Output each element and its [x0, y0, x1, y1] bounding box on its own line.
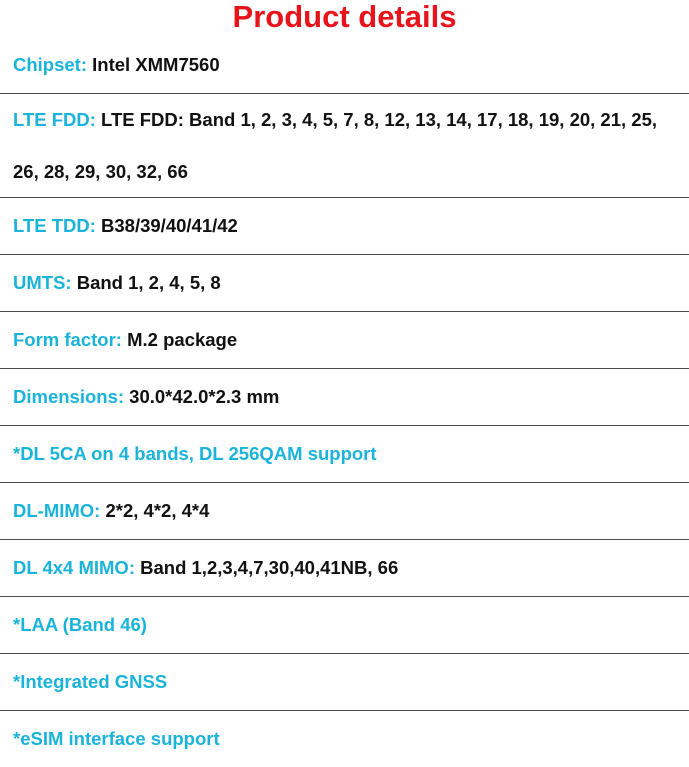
spec-value: 2*2, 4*2, 4*4 [100, 500, 210, 521]
page-title: Product details [232, 0, 457, 34]
spec-label: *Integrated GNSS [13, 671, 168, 692]
spec-value: Intel XMM7560 [87, 53, 220, 75]
spec-row-gnss [0, 653, 689, 710]
spec-row-dl-4x4-mimo [0, 539, 689, 596]
spec-label: *LAA (Band 46) [13, 614, 147, 635]
spec-row-lte-fdd [0, 93, 689, 197]
spec-row-laa [0, 596, 689, 653]
spec-row-dl-5ca [0, 425, 689, 482]
spec-value: M.2 package [121, 329, 238, 350]
spec-value: 30.0*42.0*2.3 mm [124, 386, 280, 407]
spec-row-dl-mimo [0, 482, 689, 539]
spec-value: B38/39/40/41/42 [95, 215, 238, 236]
spec-label: LTE FDD: [13, 108, 96, 130]
spec-row-umts [0, 254, 689, 311]
spec-list [0, 36, 689, 767]
spec-label: *eSIM interface support [13, 728, 220, 749]
spec-label: UMTS: [13, 272, 72, 293]
spec-value: Band 1, 2, 4, 5, 8 [71, 272, 221, 293]
spec-label: DL 4x4 MIMO: [13, 557, 135, 578]
spec-label: LTE TDD: [13, 215, 96, 236]
spec-row-dimensions [0, 368, 689, 425]
spec-row-lte-tdd [0, 197, 689, 254]
spec-label: *DL 5CA on 4 bands, DL 256QAM support [13, 443, 377, 464]
spec-value: Band 1,2,3,4,7,30,40,41NB, 66 [134, 557, 399, 578]
spec-row-chipset [0, 36, 689, 93]
spec-row-form-factor [0, 311, 689, 368]
spec-value: LTE FDD: Band 1, 2, 3, 4, 5, 7, 8, 12, 13, 14, 17, 18, 19, 20, 21, 25, 26, 28, 29, 30, 32, 66 [13, 108, 658, 182]
spec-label: Dimensions: [13, 386, 125, 407]
spec-label: DL-MIMO: [13, 500, 101, 521]
spec-row-esim [0, 710, 689, 767]
spec-label: Chipset: [13, 53, 87, 75]
spec-label: Form factor: [13, 329, 122, 350]
